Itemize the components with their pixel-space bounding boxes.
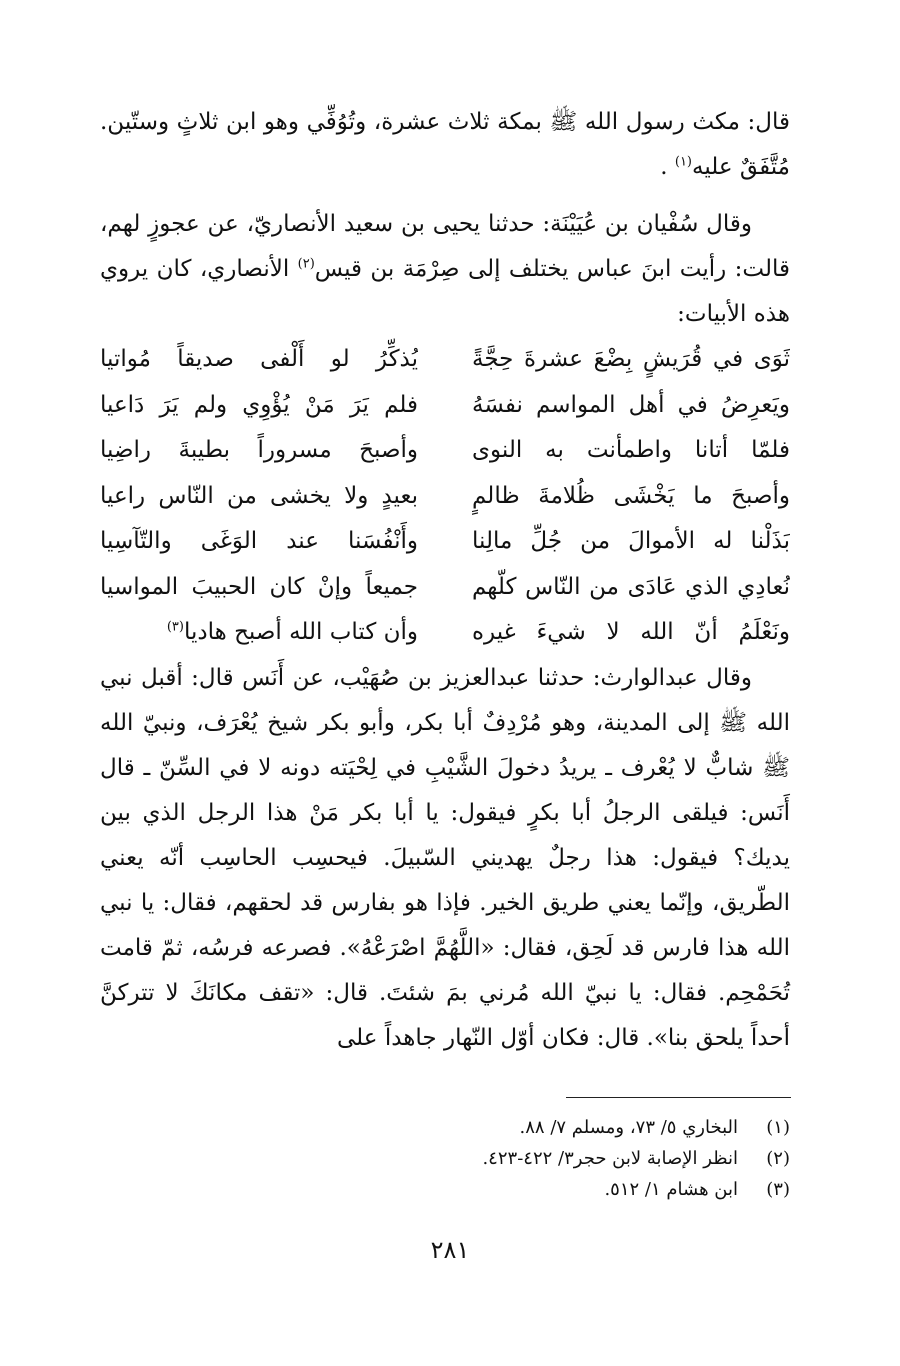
verse-first-half: بَذَلْنا له الأموالَ من جُلِّ مالِنا (472, 528, 790, 554)
verse-second-half: وأصبحَ مسروراً بطيبةَ راضِيا (100, 437, 418, 463)
footnote-text: البخاري ٥/ ٧٣، ومسلم ٧/ ٨٨. (519, 1117, 738, 1138)
poem-verse (100, 474, 790, 520)
footnote (100, 1174, 790, 1205)
verse-first-half: وأصبحَ ما يَخْشَى ظُلامةَ ظالمٍ (472, 482, 790, 509)
page-number: ٢٨١ (430, 1236, 470, 1264)
verse-second-half-text: وأن كتاب الله أصبح هاديا (183, 619, 418, 645)
footnote (100, 1112, 790, 1143)
paragraph-1 (100, 100, 790, 190)
footnote (100, 1143, 790, 1174)
verse-second-half: وأَنْفُسَنا عند الوَغَى والتّآسِيا (100, 528, 418, 554)
paragraph-3: وقال عبدالوارث: حدثنا عبدالعزيز بن صُهَيْب، عن أَنَس قال: أقبل نبي الله ﷺ إلى المدينة، وهو مُرْدِفٌ أبا بكر، وأبو بكر شيخ يُعْرَف، ونبيّ الله ﷺ شابٌّ لا يُعْرف ـ يريدُ دخولَ الشَّيْبِ في لِحْيَته دونه لا في السِّنّ ـ قال أَنَس: فيلقى الرجلُ أبا بكرٍ فيقول: يا أبا بكر مَنْ هذا الرجل الذي بين يديك؟ فيقول: هذا رجلٌ يهديني السّبيلَ. فيحسِب الحاسِب أنّه يعني الطّريق، وإنّما يعني طريق الخير. فإذا هو بفارس قد لحقهم، فقال: يا نبي الله هذا فارس قد لَحِق، فقال: «اللَّهُمَّ اصْرَعْهُ». فصرعه فرسُه، ثمّ قامت تُحَمْحِم. فقال: يا نبيّ الله مُرني بمَ شئتَ. قال: «تقف مكانَكَ لا تتركنَّ أحداً يلحق بنا». قال: فكان أوّل النّهار جاهداً على (100, 664, 790, 1051)
footnote-marker-3: (٣) (166, 619, 184, 635)
verse-first-half: فلمّا أتانا واطمأنت به النوى (472, 437, 790, 463)
footnote-number: (٢) (766, 1148, 790, 1169)
poem-verse (100, 565, 790, 611)
poem (100, 337, 790, 656)
paragraph-2-text-a: وقال سُفْيان بن عُيَيْنَة: حدثنا يحيى بن سعيد الأنصاريّ، عن عجوزٍ لهم، قالت: رأيت ابنَ عباس يختلف إلى صِرْمَة بن قيس (100, 211, 790, 282)
poem-verse (100, 428, 790, 474)
verse-second-half: جميعاً وإنْ كان الحبيبَ المواسيا (100, 573, 418, 600)
paragraph-2-text-b: الأنصاري، كان يروي هذه الأبيات: (100, 256, 790, 327)
footnote-text: انظر الإصابة لابن حجر٣/ ٤٢٢-٤٢٣. (482, 1148, 738, 1169)
footnote-number: (١) (766, 1117, 790, 1138)
verse-first-half: ونَعْلَمُ أنّ الله لا شيءَ غيره (472, 619, 790, 645)
verse-first-half: ويَعرِضُ في أهل المواسم نفسَهُ (472, 391, 790, 418)
paragraph-1-end: . (660, 154, 668, 180)
poem-verse (100, 337, 790, 383)
verse-first-half: ثَوَى في قُرَيشٍ بِضْعَ عشرةَ حِجَّةً (472, 346, 790, 372)
verse-first-half: نُعادِي الذي عَادَى من النّاس كلّهم (472, 573, 790, 600)
footnote-text: ابن هشام ١/ ٥١٢. (604, 1179, 738, 1200)
footnote-separator (566, 1097, 791, 1098)
footnotes (100, 1112, 790, 1205)
poem-verse (100, 519, 790, 565)
verse-second-half: يُذكِّرُ لو أَلْفى صديقاً مُواتيا (100, 346, 418, 372)
verse-second-half: بعيدٍ ولا يخشى من النّاس راعيا (100, 482, 418, 509)
main-text (100, 100, 790, 1061)
footnote-marker-1: (١) (674, 154, 692, 170)
poem-verse (100, 383, 790, 429)
footnote-number: (٣) (766, 1179, 790, 1200)
footnote-marker-2: (٢) (297, 256, 315, 272)
paragraph-2 (100, 202, 790, 337)
verse-second-half: فلم يَرَ مَنْ يُؤْوِي ولم يَرَ دَاعيا (100, 391, 418, 418)
verse-second-half (100, 610, 418, 656)
paragraph-1-text: قال: مكث رسول الله ﷺ بمكة ثلاث عشرة، وتُوُفِّي وهو ابن ثلاثٍ وستّين. مُتَّفَقٌ عليه (100, 109, 790, 180)
poem-verse (100, 610, 790, 656)
